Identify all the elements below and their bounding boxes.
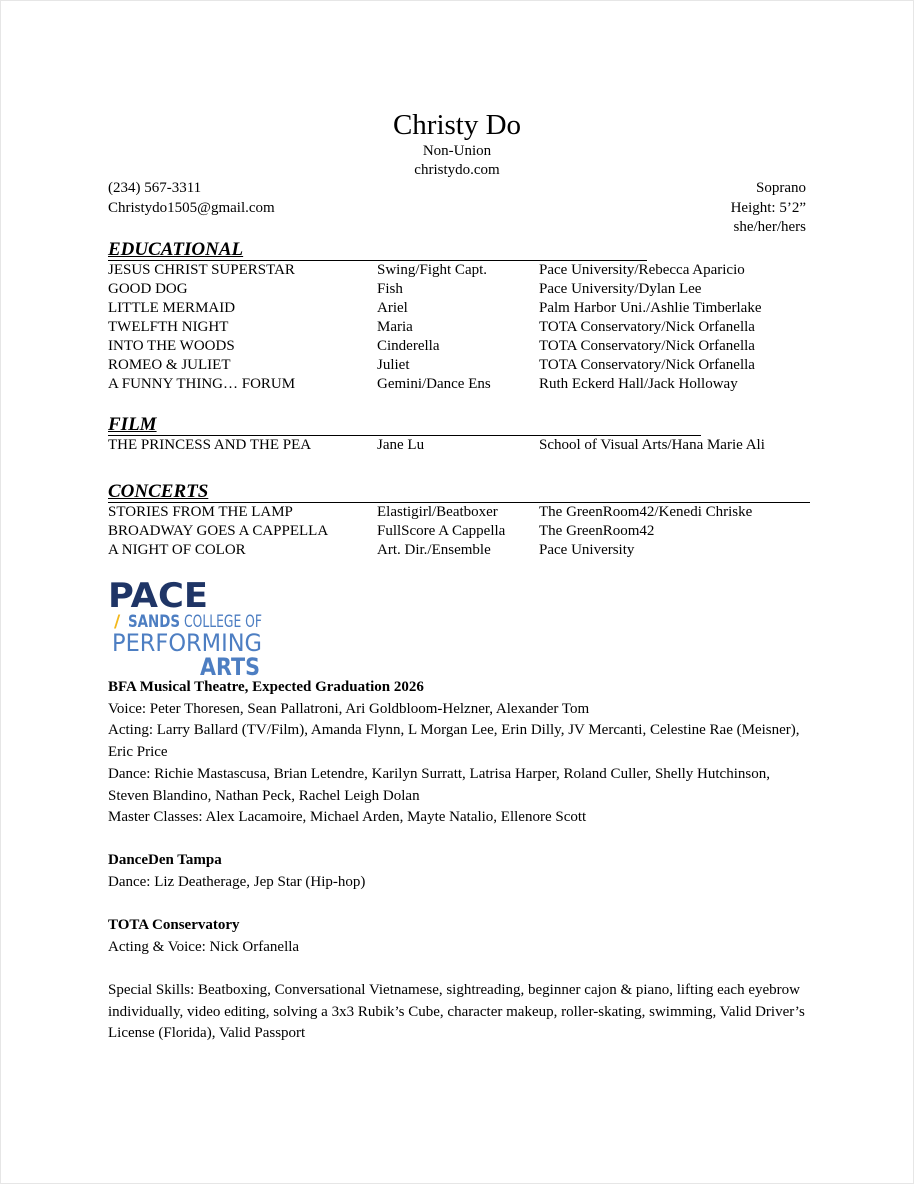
height: Height: 5’2” <box>730 199 806 216</box>
section-title-educational: EDUCATIONAL <box>108 239 244 260</box>
training-pace-acting: Acting: Larry Ballard (TV/Film), Amanda Flynn, L Morgan Lee, Erin Dilly, JV Mercanti, Celestine Rae (Meisner), Eric Price <box>108 722 800 761</box>
show-title: THE PRINCESS AND THE PEA <box>108 437 312 453</box>
stats-info <box>731 179 806 238</box>
role: Gemini/Dance Ens <box>377 376 491 392</box>
voice-type: Soprano <box>756 180 806 196</box>
role: Elastigirl/Beatboxer <box>377 504 498 520</box>
special-skills: Special Skills: Beatboxing, Conversational Vietnamese, sightreading, beginner cajon & piano, lifting each eyebrow individually, video editing, solving a 3x3 Rubik’s Cube, character makeup, roller-skating, swimming, Valid Driver’s License (Florida), Valid Passport <box>108 982 805 1042</box>
show-title: GOOD DOG <box>108 281 188 297</box>
show-title: A NIGHT OF COLOR <box>108 542 246 558</box>
venue-director: The GreenRoom42 <box>539 523 655 539</box>
training-pace-title: BFA Musical Theatre, Expected Graduation 2026 <box>108 679 424 695</box>
role: Cinderella <box>377 338 440 354</box>
show-title: ROMEO & JULIET <box>108 357 231 373</box>
logo-sands: SANDS <box>128 612 180 632</box>
venue-director: Palm Harbor Uni./Ashlie Timberlake <box>539 300 762 316</box>
venue-director: TOTA Conservatory/Nick Orfanella <box>539 338 755 354</box>
logo-arts: ARTS <box>200 653 260 681</box>
role: Maria <box>377 319 413 335</box>
pace-sands-logo <box>108 576 264 681</box>
venue-director: TOTA Conservatory/Nick Orfanella <box>539 319 755 335</box>
pronouns: she/her/hers <box>733 219 806 235</box>
role: Swing/Fight Capt. <box>377 262 488 278</box>
logo-slash: / <box>114 612 121 632</box>
show-title: TWELFTH NIGHT <box>108 319 229 335</box>
show-title: STORIES FROM THE LAMP <box>108 504 293 520</box>
email-address[interactable]: Christydo1505@gmail.com <box>108 199 275 216</box>
actor-name: Christy Do <box>392 109 522 141</box>
venue-director: Pace University <box>539 542 635 558</box>
training-pace-master-classes: Master Classes: Alex Lacamoire, Michael Arden, Mayte Natalio, Ellenore Scott <box>108 809 587 826</box>
venue-director: TOTA Conservatory/Nick Orfanella <box>539 357 755 373</box>
training-pace-dance: Dance: Richie Mastascusa, Brian Letendre, Karilyn Surratt, Latrisa Harper, Roland Culler, Shelly Hutchinson, Steven Blandino, Nathan Peck, Rachel Leigh Dolan <box>108 765 770 804</box>
venue-director: Pace University/Dylan Lee <box>539 281 702 297</box>
venue-director: The GreenRoom42/Kenedi Chriske <box>539 504 753 520</box>
website-link[interactable]: christydo.com <box>414 162 500 178</box>
logo-performing: PERFORMING <box>112 629 262 657</box>
training-danceden-title: DanceDen Tampa <box>108 852 222 868</box>
role: Ariel <box>377 300 408 316</box>
training-tota-title: TOTA Conservatory <box>108 917 240 933</box>
show-title: A FUNNY THING… FORUM <box>108 376 296 392</box>
show-title: BROADWAY GOES A CAPPELLA <box>108 523 329 539</box>
venue-director: School of Visual Arts/Hana Marie Ali <box>539 437 765 453</box>
show-title: JESUS CHRIST SUPERSTAR <box>108 262 295 278</box>
logo-line-pace: PACE <box>108 576 208 616</box>
show-title: LITTLE MERMAID <box>108 300 236 316</box>
contact-info <box>108 179 275 218</box>
training-tota-acting: Acting & Voice: Nick Orfanella <box>108 938 300 955</box>
training-pace <box>108 677 808 829</box>
role: Juliet <box>377 357 410 373</box>
section-title-concerts: CONCERTS <box>108 481 209 502</box>
union-status: Non-Union <box>422 143 492 159</box>
role: FullScore A Cappella <box>377 523 506 539</box>
training-tota <box>108 915 808 958</box>
section-title-film: FILM <box>108 414 157 435</box>
training-danceden-dance: Dance: Liz Deatherage, Jep Star (Hip-hop) <box>108 873 366 890</box>
show-title: INTO THE WOODS <box>108 338 235 354</box>
venue-director: Ruth Eckerd Hall/Jack Holloway <box>539 376 738 392</box>
training-danceden <box>108 850 808 893</box>
role: Art. Dir./Ensemble <box>377 542 491 558</box>
logo-college-of: COLLEGE OF <box>184 612 262 632</box>
role: Fish <box>377 281 403 297</box>
role: Jane Lu <box>377 437 425 453</box>
phone-number: (234) 567-3311 <box>108 180 202 196</box>
training-pace-voice: Voice: Peter Thoresen, Sean Pallatroni, Ari Goldbloom-Helzner, Alexander Tom <box>108 700 590 717</box>
venue-director: Pace University/Rebecca Aparicio <box>539 262 745 278</box>
